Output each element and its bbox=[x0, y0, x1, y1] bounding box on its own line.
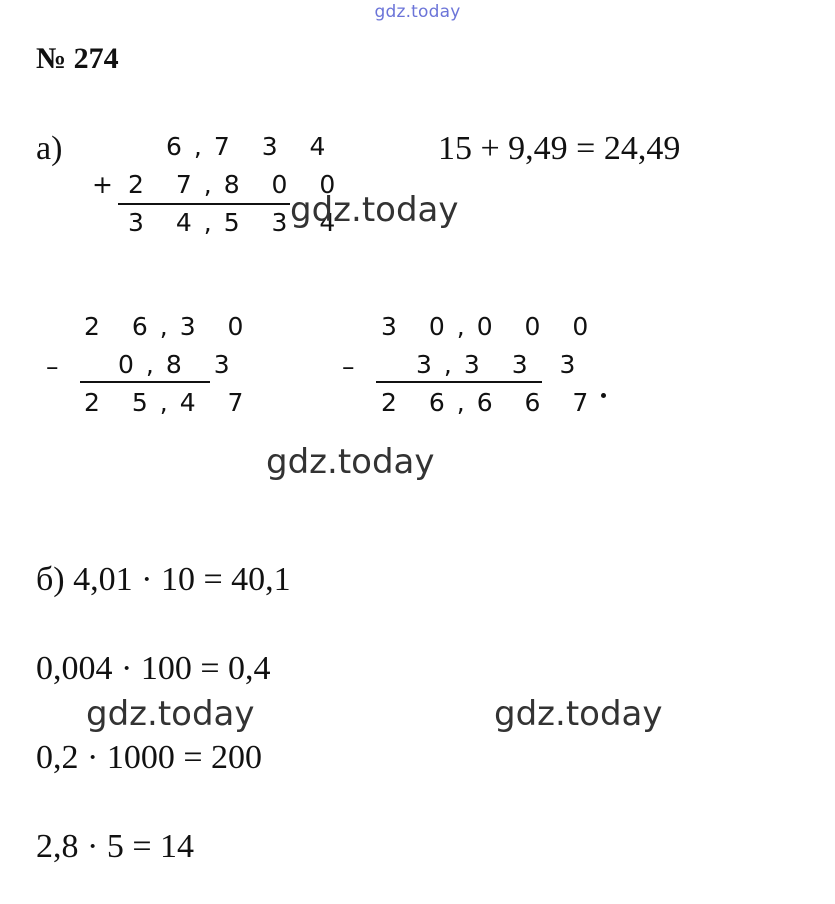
minuend-1: 2 6,3 0 bbox=[84, 312, 256, 341]
minuend-2: 3 0,0 0 0 bbox=[381, 312, 601, 341]
watermark: gdz.today bbox=[86, 694, 255, 734]
sub2-rule bbox=[376, 381, 542, 383]
watermark: gdz.today bbox=[290, 190, 459, 230]
stray-dot bbox=[601, 393, 606, 398]
subtrahend-1: 0,8 3 bbox=[118, 350, 242, 379]
difference-1: 2 5,4 7 bbox=[84, 388, 256, 417]
part-b-line-3: 0,2 · 1000 = 200 bbox=[36, 739, 262, 776]
top-watermark: gdz.today bbox=[374, 2, 461, 22]
difference-2: 2 6,6 6 7 bbox=[381, 388, 601, 417]
subtrahend-2: 3,3 3 3 bbox=[416, 350, 588, 379]
part-a-label: а) bbox=[36, 130, 63, 167]
sub1-rule bbox=[80, 381, 210, 383]
minus-sign-1: – bbox=[46, 352, 59, 381]
addend-2: 2 7,8 0 0 bbox=[128, 170, 348, 199]
sum-result: 3 4,5 3 4 bbox=[128, 208, 348, 237]
addend-1: 6,7 3 4 bbox=[166, 132, 338, 161]
minus-sign-2: – bbox=[342, 352, 355, 381]
problem-number: № 274 bbox=[36, 42, 119, 75]
watermark: gdz.today bbox=[494, 694, 663, 734]
part-b-line-2: 0,004 · 100 = 0,4 bbox=[36, 650, 271, 687]
sum-rule bbox=[118, 203, 290, 205]
plus-sign: + bbox=[92, 170, 113, 199]
equation-sum: 15 + 9,49 = 24,49 bbox=[438, 130, 681, 167]
part-b-line-4: 2,8 · 5 = 14 bbox=[36, 828, 194, 865]
watermark: gdz.today bbox=[266, 442, 435, 482]
part-b-line-1: б) 4,01 · 10 = 40,1 bbox=[36, 561, 291, 598]
